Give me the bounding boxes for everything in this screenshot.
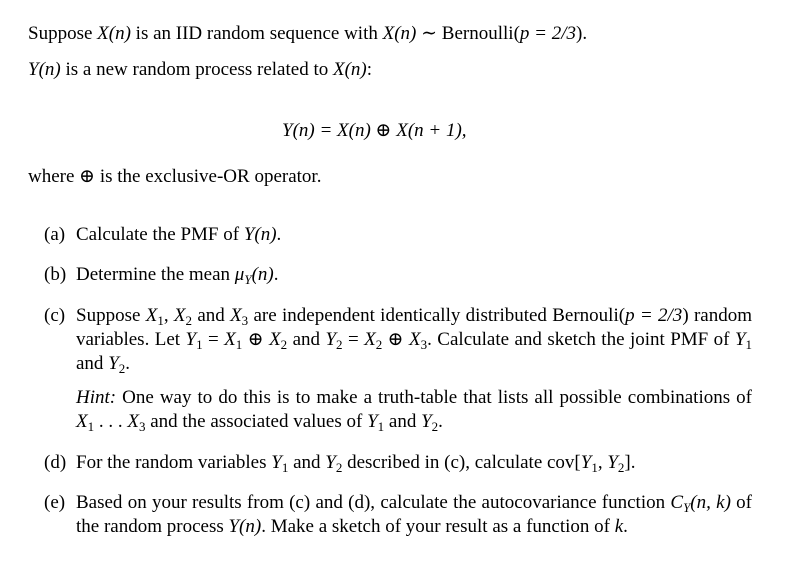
math-op: = [342,329,365,350]
math-y: Y [580,452,592,473]
hint-text: One way to do this is to make a truth-table that lists all possible combinations of [116,387,752,408]
math-x-n-dist: X(n) ∼ [382,23,442,44]
where-text: where [28,166,80,187]
math-args: (n, k) [690,492,731,513]
part-text: ) random variables. Let [76,305,752,350]
where-text: is the exclusive-OR operator. [95,166,322,187]
display-equation [282,119,467,143]
part-text: and [192,305,231,326]
math-x-n: X(n) [97,23,131,44]
math-sub: 2 [617,460,625,475]
math-x: X [173,305,186,326]
math-y: Y [325,329,337,350]
part-e-label: (e) [44,492,66,513]
math-sub: 2 [431,419,439,434]
math-y: Y [367,411,378,432]
math-x: X [224,329,236,350]
math-y-n: Y(n) [28,59,61,80]
part-text: Suppose [76,305,146,326]
part-text: and [288,452,326,473]
xor-symbol: ⊕ [382,329,410,350]
intro-text: is a new random process related to [60,59,333,80]
math-sub: 3 [420,337,428,352]
math-y-n: Y(n) [243,224,277,245]
math-dots: . . . [94,411,128,432]
math-x: X [230,305,242,326]
math-p: p = 2/3 [625,305,683,326]
math-sub: 2 [280,337,288,352]
math-y: Y [734,329,746,350]
part-text: described in (c), calculate cov[ [342,452,581,473]
hint-label: Hint: [76,387,117,408]
part-text: are independent identically distributed Bernouli( [248,305,626,326]
part-b-label: (b) [44,264,67,285]
part-text: . [125,353,131,374]
math-sub: 3 [138,419,146,434]
math-sub: Y [244,272,252,287]
math-y: Y [185,329,197,350]
part-text: of the random process [76,492,752,537]
math-sub: 1 [377,419,385,434]
math-x: X [127,411,139,432]
math-sub: 3 [241,313,249,328]
math-op: = [202,329,225,350]
where-line [28,165,321,189]
part-text: Calculate the PMF of [76,224,244,245]
math-x: X [76,411,88,432]
math-sub: 2 [336,337,343,352]
part-d-text [76,451,636,475]
part-c-text [76,304,752,376]
hint-text: and [384,411,422,432]
part-text: . Calculate and sketch the joint PMF of [427,329,735,350]
math-y-n: Y(n) [228,516,262,537]
math-y: Y [421,411,432,432]
math-k: k [614,516,624,537]
part-text: ]. [624,452,636,473]
part-c-label: (c) [44,305,66,326]
math-sub: Y [683,500,691,515]
math-x: X [269,329,281,350]
math-sub: 1 [157,313,164,328]
math-x: X [145,305,158,326]
intro-text: Bernoulli( [441,23,520,44]
math-sub: 1 [87,419,95,434]
math-sub: 1 [281,460,289,475]
equation-text: Y(n) = X(n) ⊕ X(n + 1), [282,120,467,141]
math-mu: μ [234,264,245,285]
part-e-text [76,491,752,539]
part-text: . [273,264,279,285]
part-text: Determine the mean [76,264,235,285]
intro-text: Suppose [28,23,98,44]
intro-text: ). [576,23,588,44]
part-text: and [76,353,109,374]
intro-line-1 [28,22,587,46]
part-a-label: (a) [44,224,66,245]
part-text: . [623,516,628,537]
math-arg: (n) [251,264,274,285]
hint-text: and the associated values of [145,411,368,432]
math-p: p = 2/3 [519,23,577,44]
xor-symbol: ⊕ [242,329,270,350]
math-sub: 1 [745,337,753,352]
math-sub: 2 [185,313,192,328]
part-text: , [597,452,608,473]
math-sub: 1 [196,337,203,352]
intro-text: is an IID random sequence with [130,23,383,44]
math-sub: 2 [118,361,126,376]
math-sub: 1 [591,460,598,475]
part-text: and [287,329,326,350]
math-y: Y [325,452,336,473]
part-b-text [76,263,278,287]
math-c: C [670,492,684,513]
math-x: X [409,329,421,350]
math-y: Y [271,452,282,473]
part-text: , [163,305,174,326]
xor-symbol: ⊕ [79,166,96,187]
part-a-text [76,223,281,247]
part-text: . [276,224,282,245]
part-c-hint [76,386,752,434]
math-sub: 2 [335,460,343,475]
math-x: X [364,329,376,350]
math-y: Y [607,452,618,473]
intro-line-2 [28,58,372,82]
part-text: For the random variables [76,452,272,473]
math-sub: 2 [375,337,383,352]
part-d-label: (d) [44,452,67,473]
math-sub: 1 [235,337,243,352]
hint-text: . [438,411,443,432]
math-x-n: X(n) [332,59,367,80]
part-text: Based on your results from (c) and (d), calculate the autocovariance function [76,492,671,513]
intro-text: : [366,59,373,80]
part-text: . Make a sketch of your result as a function of [261,516,615,537]
math-y: Y [108,353,119,374]
